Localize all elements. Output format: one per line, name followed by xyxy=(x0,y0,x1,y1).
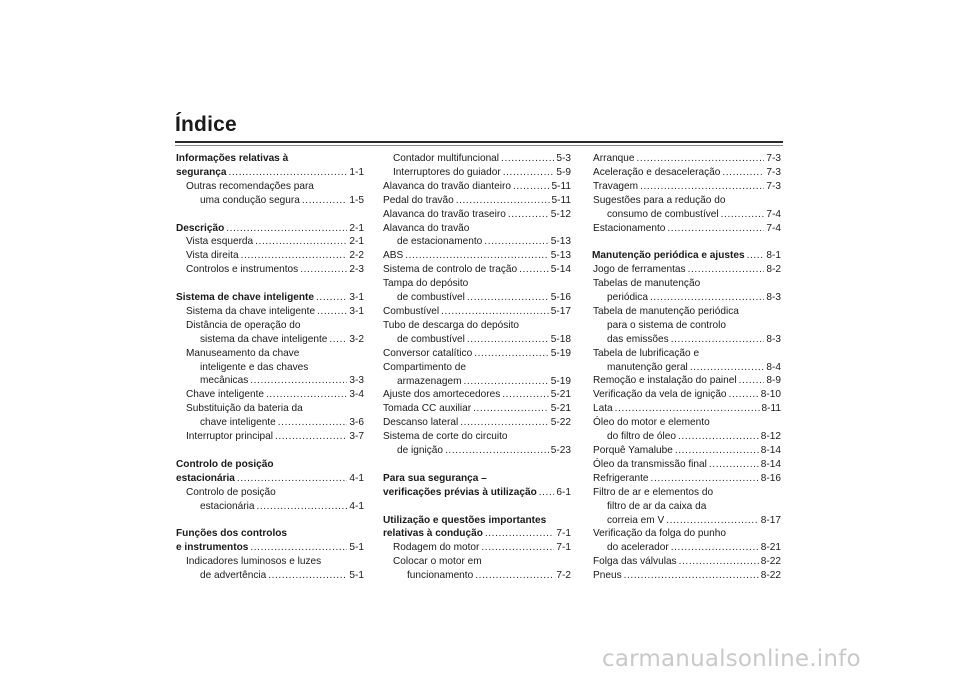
page-number: 3-2 xyxy=(349,333,364,345)
toc-entry[interactable]: mecânicas ..... 3-3 xyxy=(176,374,364,388)
toc-entry[interactable]: Alavanca do travão traseiro ..... 5-12 xyxy=(383,208,571,222)
page-number: 7-1 xyxy=(556,542,571,554)
page-number: 8-22 xyxy=(760,570,781,582)
toc-entry[interactable]: estacionária ..... 4-1 xyxy=(176,500,364,514)
page-number: 7-2 xyxy=(556,570,571,582)
toc-entry[interactable]: Refrigerante ..... 8-16 xyxy=(593,472,781,486)
toc-entry[interactable]: Arranque ..... 7-3 xyxy=(593,152,781,166)
page-number: 5-12 xyxy=(550,208,571,220)
page-number: 8-14 xyxy=(760,458,781,470)
toc-entry[interactable]: verificações prévias à utilização ..... 6-1 xyxy=(383,486,571,500)
toc-line: Compartimento de xyxy=(383,361,467,373)
toc-line: Indicadores luminosos e luzes xyxy=(186,556,322,568)
page-number: 5-16 xyxy=(550,292,571,304)
page-number: 5-13 xyxy=(550,250,571,262)
page-number: 7-3 xyxy=(766,180,781,192)
page-number: 3-6 xyxy=(349,417,364,429)
toc-entry[interactable]: Interruptor principal ..... 3-7 xyxy=(176,430,364,444)
toc-entry[interactable]: Pneus ..... 8-22 xyxy=(593,569,781,583)
toc-entry[interactable]: e instrumentos ..... 5-1 xyxy=(176,541,364,555)
toc-heading: Utilização e questões importantes xyxy=(383,514,547,526)
toc-entry[interactable]: Controlos e instrumentos ..... 2-3 xyxy=(176,263,364,277)
toc-entry[interactable]: Ajuste dos amortecedores ..... 5-21 xyxy=(383,388,571,402)
toc-line: Sugestões para a redução do xyxy=(593,194,726,206)
title-rule-thin xyxy=(175,145,783,146)
toc-entry[interactable]: Tomada CC auxiliar ..... 5-21 xyxy=(383,402,571,416)
toc-entry[interactable]: Travagem ..... 7-3 xyxy=(593,180,781,194)
page-number: 8-17 xyxy=(760,514,781,526)
page-number: 8-12 xyxy=(760,431,781,443)
toc-entry[interactable]: Sistema de controlo de tração ..... 5-14 xyxy=(383,263,571,277)
page-number: 7-3 xyxy=(766,153,781,164)
page-number: 8-9 xyxy=(766,375,781,387)
toc-heading: Para sua segurança – xyxy=(383,472,487,484)
toc-entry[interactable]: Lata ..... 8-11 xyxy=(593,402,781,416)
page-number: 5-1 xyxy=(349,570,364,582)
toc-entry[interactable]: de estacionamento ..... 5-13 xyxy=(383,235,571,249)
page-number: 5-3 xyxy=(556,153,571,164)
page-number: 5-21 xyxy=(550,389,571,401)
toc-line: inteligente e das chaves xyxy=(200,361,309,373)
toc-line: Outras recomendações para xyxy=(186,180,314,192)
toc-line: Tabelas de manutenção xyxy=(593,278,701,290)
toc-entry[interactable]: armazenagem ..... 5-19 xyxy=(383,375,571,389)
toc-entry[interactable]: chave inteligente ..... 3-6 xyxy=(176,416,364,430)
page-number: 5-18 xyxy=(550,333,571,345)
page-number: 8-4 xyxy=(766,361,781,373)
toc-entry[interactable]: Remoção e instalação do painel ..... 8-9 xyxy=(593,374,781,388)
toc-line: para o sistema de controlo xyxy=(607,319,726,331)
page-number: 8-10 xyxy=(760,389,781,401)
page-number: 6-1 xyxy=(556,486,571,498)
toc-line: Tabela de manutenção periódica xyxy=(593,305,739,317)
watermark: carmanualsonline.info xyxy=(602,646,861,672)
page-number: 8-2 xyxy=(766,264,781,276)
toc-entry[interactable]: Combustível ..... 5-17 xyxy=(383,305,571,319)
page-number: 5-13 xyxy=(550,236,571,248)
toc-entry[interactable]: Manutenção periódica e ajustes ..... 8-1 xyxy=(592,249,781,263)
toc-heading: Controlo de posição xyxy=(176,458,274,470)
toc-entry[interactable]: de advertência ..... 5-1 xyxy=(176,569,364,583)
toc-line: Colocar o motor em xyxy=(393,556,482,568)
toc-entry[interactable]: funcionamento ..... 7-2 xyxy=(383,569,571,583)
toc-entry[interactable]: de ignição ..... 5-23 xyxy=(383,444,571,458)
toc-line: Tubo de descarga do depósito xyxy=(383,319,519,331)
toc-heading: Funções dos controlos xyxy=(176,528,288,540)
page-number: 2-1 xyxy=(349,222,364,234)
toc-column-1 xyxy=(176,152,364,583)
toc-line: Controlo de posição xyxy=(186,486,276,498)
page-number: 3-1 xyxy=(349,305,364,317)
toc-entry[interactable]: Óleo da transmissão final ..... 8-14 xyxy=(593,458,781,472)
toc-entry[interactable]: Sistema da chave inteligente ..... 3-1 xyxy=(176,305,364,319)
toc-entry[interactable]: Porquê Yamalube ..... 8-14 xyxy=(593,444,781,458)
toc-entry[interactable]: Verificação da vela de ignição ..... 8-10 xyxy=(593,388,781,402)
toc-entry[interactable]: Estacionamento ..... 7-4 xyxy=(593,222,781,236)
toc-entry[interactable]: Interruptores do guiador ..... 5-9 xyxy=(383,166,571,180)
toc-entry[interactable]: do filtro de óleo ..... 8-12 xyxy=(593,430,781,444)
toc-entry[interactable]: Chave inteligente ..... 3-4 xyxy=(176,388,364,402)
toc-entry[interactable]: do acelerador ..... 8-21 xyxy=(593,541,781,555)
toc-entry[interactable]: ABS ..... 5-13 xyxy=(383,249,571,263)
toc-entry[interactable]: relativas à condução ..... 7-1 xyxy=(383,527,571,541)
toc-line: Manuseamento da chave xyxy=(186,347,300,359)
page-number: 8-16 xyxy=(760,472,781,484)
toc-entry[interactable]: segurança ..... 1-1 xyxy=(176,166,364,180)
toc-entry[interactable]: uma condução segura ..... 1-5 xyxy=(176,194,364,208)
page-number: 8-3 xyxy=(766,292,781,304)
toc-line: Distância de operação do xyxy=(186,319,301,331)
toc-column-3 xyxy=(593,152,781,583)
page-number: 3-1 xyxy=(349,292,364,304)
toc-line: Filtro de ar e elementos do xyxy=(593,486,714,498)
toc-entry[interactable]: estacionária ..... 4-1 xyxy=(176,472,364,486)
toc-line: Sistema de corte do circuito xyxy=(383,431,508,443)
page-number: 8-1 xyxy=(766,250,781,262)
title-rule xyxy=(175,141,783,143)
toc-entry[interactable]: Contador multifuncional ..... 5-3 xyxy=(383,152,571,166)
page-number: 3-7 xyxy=(349,431,364,443)
page-number: 8-3 xyxy=(766,333,781,345)
toc-entry[interactable]: periódica ..... 8-3 xyxy=(593,291,781,305)
toc-entry[interactable]: Conversor catalítico ..... 5-19 xyxy=(383,347,571,361)
toc-entry[interactable]: Folga das válvulas ..... 8-22 xyxy=(593,555,781,569)
page-number: 5-1 xyxy=(349,542,364,554)
page-number: 8-21 xyxy=(760,542,781,554)
toc-line: Tampa do depósito xyxy=(383,278,469,290)
page-number: 5-17 xyxy=(550,305,571,317)
page-title: Índice xyxy=(175,113,237,136)
page-number: 3-3 xyxy=(349,375,364,387)
toc-entry[interactable]: Jogo de ferramentas ..... 8-2 xyxy=(593,263,781,277)
page-number: 7-1 xyxy=(556,528,571,540)
page-number: 1-5 xyxy=(349,194,364,206)
page-number: 1-1 xyxy=(349,166,364,178)
toc-entry[interactable]: Pedal do travão ..... 5-11 xyxy=(383,194,571,208)
toc-line: filtro de ar da caixa da xyxy=(607,500,707,512)
page-number: 5-19 xyxy=(550,347,571,359)
page-number: 3-4 xyxy=(349,389,364,401)
page-number: 2-2 xyxy=(349,250,364,262)
toc-entry[interactable]: das emissões ..... 8-3 xyxy=(593,333,781,347)
page-number: 4-1 xyxy=(349,500,364,512)
toc-entry[interactable]: correia em V ..... 8-17 xyxy=(593,514,781,528)
page-number: 5-11 xyxy=(551,194,571,206)
page-number: 5-22 xyxy=(550,417,571,429)
toc-entry[interactable]: Aceleração e desaceleração ..... 7-3 xyxy=(593,166,781,180)
toc-entry[interactable]: consumo de combustível ..... 7-4 xyxy=(593,208,781,222)
toc-column-2 xyxy=(383,152,571,583)
page-number: 5-14 xyxy=(550,264,571,276)
page-number: 5-11 xyxy=(551,180,571,192)
toc-entry[interactable]: Descrição ..... 2-1 xyxy=(176,222,364,236)
page-number: 7-4 xyxy=(766,208,781,220)
toc-entry[interactable]: Descanso lateral ..... 5-22 xyxy=(383,416,571,430)
toc-entry[interactable]: de combustível ..... 5-18 xyxy=(383,333,571,347)
page-number: 5-23 xyxy=(550,445,571,457)
page-number: 5-9 xyxy=(556,166,571,178)
page-number: 5-19 xyxy=(550,375,571,387)
page-number: 7-4 xyxy=(766,222,781,234)
page-number: 8-22 xyxy=(760,556,781,568)
toc-entry[interactable]: Vista direita ..... 2-2 xyxy=(176,249,364,263)
toc-heading: Informações relativas à xyxy=(176,153,289,164)
page-number: 7-3 xyxy=(766,166,781,178)
page-number: 2-1 xyxy=(349,236,364,248)
toc-entry[interactable]: sistema da chave inteligente ..... 3-2 xyxy=(176,333,364,347)
page-number: 4-1 xyxy=(349,472,364,484)
toc-line: Tabela de lubrificação e xyxy=(593,347,700,359)
toc-entry[interactable]: Vista esquerda ..... 2-1 xyxy=(176,235,364,249)
toc-line: Substituição da bateria da xyxy=(186,403,303,415)
toc-line: Óleo do motor e elemento xyxy=(593,417,710,429)
page-number: 8-14 xyxy=(760,445,781,457)
toc-entry[interactable]: de combustível ..... 5-16 xyxy=(383,291,571,305)
page-number: 2-3 xyxy=(349,264,364,276)
toc-entry[interactable]: Alavanca do travão dianteiro ..... 5-11 xyxy=(383,180,571,194)
toc-entry[interactable]: manutenção geral ..... 8-4 xyxy=(593,361,781,375)
page-number: 5-21 xyxy=(550,403,571,415)
page-number: 8-11 xyxy=(761,403,781,415)
toc-entry[interactable]: Rodagem do motor ..... 7-1 xyxy=(383,541,571,555)
toc-line: Alavanca do travão xyxy=(383,222,470,234)
toc-entry[interactable]: Sistema de chave inteligente ..... 3-1 xyxy=(176,291,364,305)
toc-line: Verificação da folga do punho xyxy=(593,528,727,540)
